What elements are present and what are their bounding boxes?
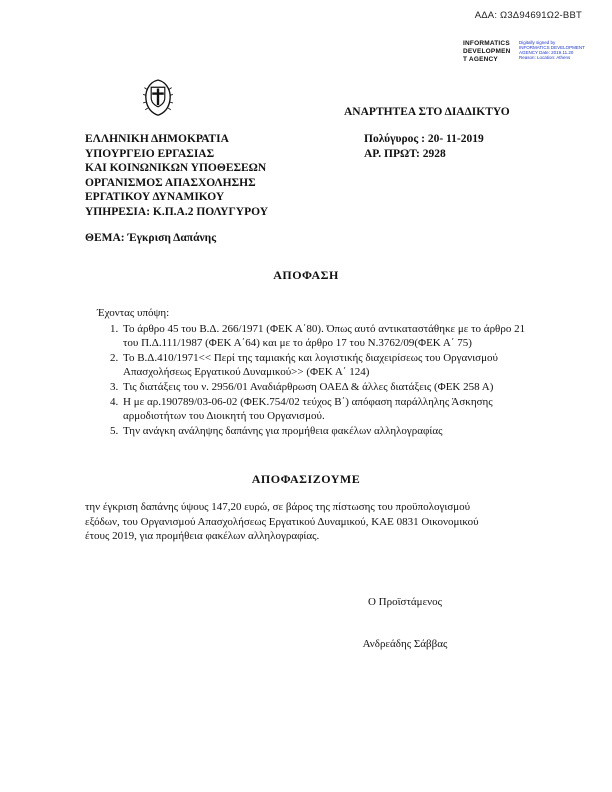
letterhead-line: ΟΡΓΑΝΙΣΜΟΣ ΑΠΑΣΧΟΛΗΣΗΣ <box>85 176 256 189</box>
protocol-number: ΑΡ. ΠΡΩΤ: 2928 <box>364 147 446 160</box>
ada-code: ΑΔΑ: Ω3Δ94691Ω2-ΒΒΤ <box>474 10 582 21</box>
greek-coat-of-arms-icon <box>141 76 175 118</box>
decision-title: ΑΠΟΦΑΣΗ <box>273 268 339 282</box>
having-regard-label: Έχοντας υπόψη: <box>97 307 170 319</box>
decide-title: ΑΠΟΦΑΣΙΖΟΥΜΕ <box>251 472 361 486</box>
signature-block <box>300 596 510 650</box>
digital-signature-stamp <box>463 40 589 64</box>
stamp-agency-name: INFORMATICS DEVELOPMEN T AGENCY <box>463 40 511 63</box>
letterhead-line: ΕΛΛΗΝΙΚΗ ΔΗΜΟΚΡΑΤΙΑ <box>85 133 229 145</box>
consideration-item: 2. Το Β.Δ.410/1971<< Περί της ταμιακής και λογιστικής διαχειρίσεως του Οργανισμού Απασχολήσεως Εργατικού Δυναμικού>> (ΦΕΚ Α΄ 124) <box>121 351 529 379</box>
posting-notice: ΑΝΑΡΤΗΤΕΑ ΣΤΟ ΔΙΑΔΙΚΤΥΟ <box>344 106 510 118</box>
consideration-item: 4. Η με αρ.190789/03-06-02 (ΦΕΚ.754/02 τεύχος Β΄) απόφαση παράλληλης Άσκησης αρμοδιοτήτων του Διοικητή του Οργανισμού. <box>121 395 529 423</box>
letterhead-line: ΕΡΓΑΤΙΚΟΥ ΔΥΝΑΜΙΚΟΥ <box>85 191 225 203</box>
date-line: Πολύγυρος : 20- 11-2019 <box>364 133 484 145</box>
considerations-section <box>97 306 529 439</box>
subject-line: ΘΕΜΑ: Έγκριση Δαπάνης <box>85 232 217 244</box>
signatory-title: Ο Προϊστάμενος <box>367 596 443 608</box>
consideration-item: 3. Τις διατάξεις του ν. 2956/01 Αναδιάρθρωση ΟΑΕΔ & άλλες διατάξεις (ΦΕΚ 258 Α) <box>121 380 529 394</box>
consideration-item: 1. Το άρθρο 45 του Β.Δ. 266/1971 (ΦΕΚ Α΄80). Όπως αυτό αντικαταστάθηκε με το άρθρο 21 του Π.Δ.111/1987 (ΦΕΚ Α΄64) και με το άρθρο 17 του Ν.3762/09(ΦΕΚ Α΄ 75) <box>121 322 529 350</box>
decision-body: την έγκριση δαπάνης ύψους 147,20 ευρώ, σε βάρος της πίστωσης του προϋπολογισμού εξόδων, του Οργανισμού Απασχολήσεως Εργατικού Δυναμικού, ΚΑΕ 0831 Οικονομικού έτους 2019, για προμήθεια φακέλων αλληλογραφίας. <box>85 501 479 542</box>
signatory-name: Ανδρεάδης Σάββας <box>362 638 448 650</box>
considerations-list <box>97 322 529 438</box>
letterhead <box>85 132 268 219</box>
letterhead-line: ΚΑΙ ΚΟΙΝΩΝΙΚΩΝ ΥΠΟΘΕΣΕΩΝ <box>85 162 267 174</box>
stamp-signature-details: Digitally signed by INFORMATICS DEVELOPMENT AGENCY Date: 2019.11.20 Reason: Location: Athens <box>519 40 585 60</box>
consideration-item: 5. Την ανάγκη ανάληψης δαπάνης για προμήθεια φακέλων αλληλογραφίας <box>121 424 529 438</box>
letterhead-line: ΥΠΟΥΡΓΕΙΟ ΕΡΓΑΣΙΑΣ <box>85 147 215 160</box>
letterhead-line: ΥΠΗΡΕΣΙΑ: Κ.Π.Α.2 ΠΟΛΥΓΥΡΟΥ <box>85 205 269 218</box>
date-protocol-block <box>364 132 484 161</box>
